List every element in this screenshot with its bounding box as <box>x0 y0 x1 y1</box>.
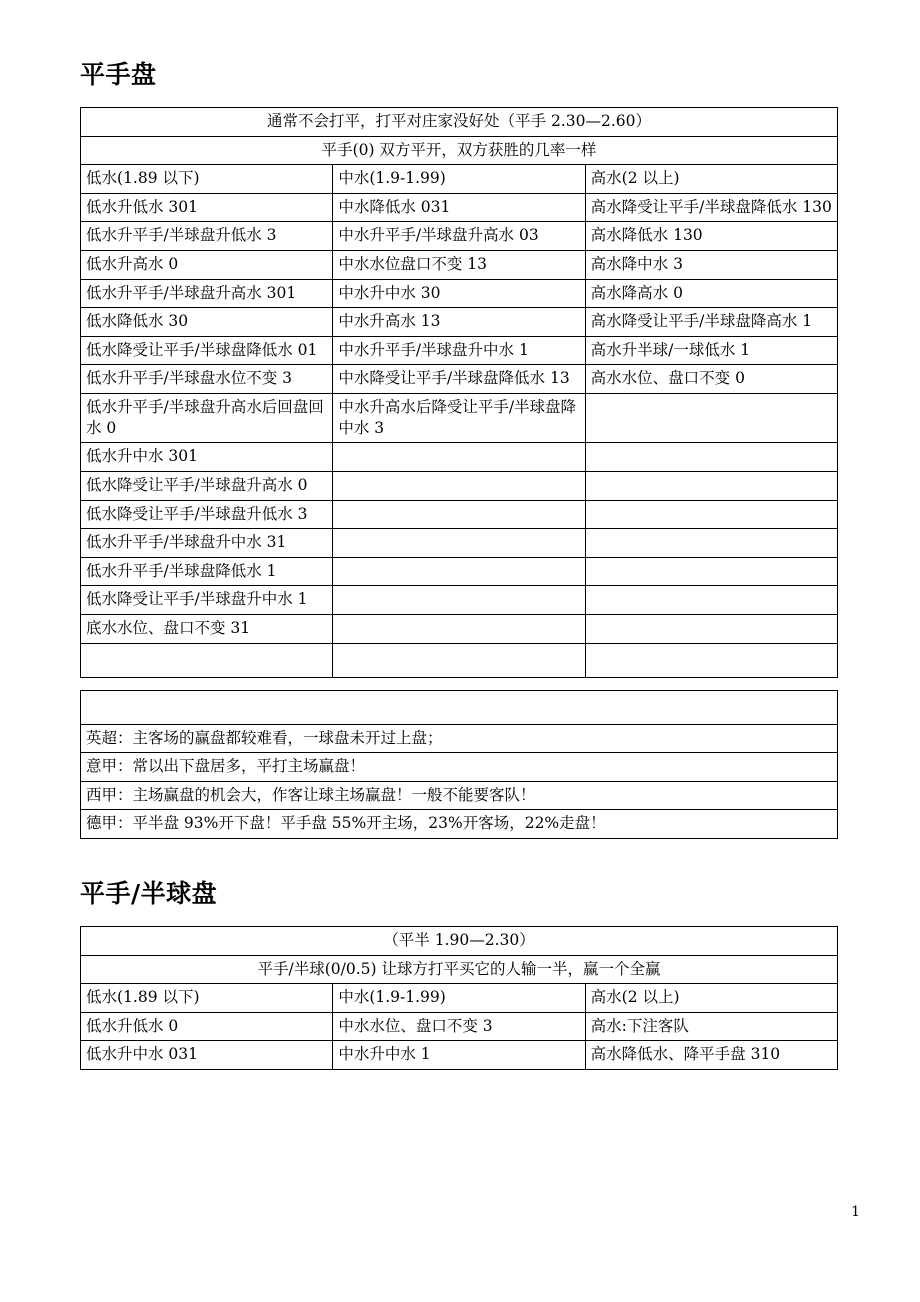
cell-low: 低水升平手/半球盘升高水后回盘回水 0 <box>81 394 333 443</box>
table-row <box>81 586 838 615</box>
note-cell <box>81 690 838 724</box>
table-row <box>81 557 838 586</box>
banner-cell: 平手/半球(0/0.5) 让球方打平买它的人输一半，赢一个全赢 <box>81 955 838 984</box>
table-row <box>81 365 838 394</box>
cell-mid <box>333 443 585 472</box>
table-row <box>81 614 838 643</box>
cell-high <box>585 643 837 677</box>
table-row <box>81 500 838 529</box>
cell-mid: 中水升高水 13 <box>333 308 585 337</box>
table-row <box>81 529 838 558</box>
cell-mid <box>333 643 585 677</box>
cell-high <box>585 586 837 615</box>
cell-high: 高水降低水、降平手盘 310 <box>585 1041 837 1070</box>
league-notes-table <box>80 690 838 839</box>
column-header-low: 低水(1.89 以下) <box>81 984 333 1013</box>
cell-mid: 中水降受让平手/半球盘降低水 13 <box>333 365 585 394</box>
cell-low: 低水升中水 031 <box>81 1041 333 1070</box>
cell-mid <box>333 529 585 558</box>
cell-high <box>585 443 837 472</box>
cell-low: 低水降受让平手/半球盘升高水 0 <box>81 471 333 500</box>
table-row <box>81 279 838 308</box>
cell-low: 低水升平手/半球盘升中水 31 <box>81 529 333 558</box>
cell-mid: 中水升中水 1 <box>333 1041 585 1070</box>
cell-high <box>585 614 837 643</box>
note-cell: 意甲：常以出下盘居多，平打主场赢盘！ <box>81 753 838 782</box>
cell-low: 低水升低水 301 <box>81 193 333 222</box>
page-number: 1 <box>851 1204 860 1220</box>
table-row <box>81 308 838 337</box>
cell-mid <box>333 500 585 529</box>
note-row-epl <box>81 724 838 753</box>
cell-high <box>585 529 837 558</box>
cell-mid: 中水降低水 031 <box>333 193 585 222</box>
cell-high: 高水降中水 3 <box>585 251 837 280</box>
table-row <box>81 394 838 443</box>
cell-mid: 中水水位、盘口不变 3 <box>333 1012 585 1041</box>
note-row-empty <box>81 690 838 724</box>
cell-high <box>585 394 837 443</box>
cell-mid: 中水升平手/半球盘升高水 03 <box>333 222 585 251</box>
cell-mid: 中水升中水 30 <box>333 279 585 308</box>
cell-mid <box>333 586 585 615</box>
table-row <box>81 443 838 472</box>
cell-mid <box>333 471 585 500</box>
table-row <box>81 336 838 365</box>
cell-high <box>585 500 837 529</box>
cell-low: 低水降受让平手/半球盘升中水 1 <box>81 586 333 615</box>
table-header-row <box>81 165 838 194</box>
table-row <box>81 471 838 500</box>
table-banner-row <box>81 108 838 137</box>
table-banner-row <box>81 927 838 956</box>
table-row <box>81 1012 838 1041</box>
note-row-bundesliga <box>81 810 838 839</box>
table-banner-row <box>81 955 838 984</box>
cell-high: 高水降高水 0 <box>585 279 837 308</box>
note-row-laliga <box>81 781 838 810</box>
cell-high <box>585 471 837 500</box>
table-row <box>81 251 838 280</box>
table-header-row <box>81 984 838 1013</box>
page-title: 平手盘 <box>80 60 157 89</box>
column-header-mid: 中水(1.9-1.99) <box>333 165 585 194</box>
cell-mid <box>333 614 585 643</box>
cell-low: 低水升高水 0 <box>81 251 333 280</box>
cell-mid: 中水升平手/半球盘升中水 1 <box>333 336 585 365</box>
table-row <box>81 222 838 251</box>
column-header-low: 低水(1.89 以下) <box>81 165 333 194</box>
cell-high: 高水降低水 130 <box>585 222 837 251</box>
table-row <box>81 193 838 222</box>
handicap-table-draw <box>80 107 838 678</box>
banner-cell: 通常不会打平，打平对庄家没好处（平手 2.30—2.60） <box>81 108 838 137</box>
cell-low: 低水降受让平手/半球盘升低水 3 <box>81 500 333 529</box>
column-header-high: 高水(2 以上) <box>585 984 837 1013</box>
cell-low <box>81 643 333 677</box>
note-cell: 西甲：主场赢盘的机会大，作客让球主场赢盘！一般不能要客队！ <box>81 781 838 810</box>
handicap-table-draw-half <box>80 926 838 1070</box>
cell-low: 低水降受让平手/半球盘降低水 01 <box>81 336 333 365</box>
cell-low: 低水升平手/半球盘升高水 301 <box>81 279 333 308</box>
note-row-seriea <box>81 753 838 782</box>
cell-high: 高水:下注客队 <box>585 1012 837 1041</box>
cell-mid <box>333 557 585 586</box>
cell-low: 低水升中水 301 <box>81 443 333 472</box>
cell-low: 底水水位、盘口不变 31 <box>81 614 333 643</box>
cell-low: 低水升平手/半球盘升低水 3 <box>81 222 333 251</box>
cell-high: 高水降受让平手/半球盘降低水 130 <box>585 193 837 222</box>
table-separator-gap <box>80 678 840 690</box>
banner-cell: 平手(0) 双方平开，双方获胜的几率一样 <box>81 136 838 165</box>
cell-high: 高水升半球/一球低水 1 <box>585 336 837 365</box>
cell-high: 高水水位、盘口不变 0 <box>585 365 837 394</box>
cell-mid: 中水水位盘口不变 13 <box>333 251 585 280</box>
banner-cell: （平半 1.90—2.30） <box>81 927 838 956</box>
cell-mid: 中水升高水后降受让平手/半球盘降中水 3 <box>333 394 585 443</box>
column-header-high: 高水(2 以上) <box>585 165 837 194</box>
table-row-empty <box>81 643 838 677</box>
cell-low: 低水升平手/半球盘降低水 1 <box>81 557 333 586</box>
table-banner-row <box>81 136 838 165</box>
note-cell: 英超：主客场的赢盘都较难看，一球盘未开过上盘； <box>81 724 838 753</box>
note-cell: 德甲：平半盘 93%开下盘！平手盘 55%开主场，23%开客场，22%走盘！ <box>81 810 838 839</box>
column-header-mid: 中水(1.9-1.99) <box>333 984 585 1013</box>
table-row <box>81 1041 838 1070</box>
cell-low: 低水升低水 0 <box>81 1012 333 1041</box>
cell-low: 低水降低水 30 <box>81 308 333 337</box>
page-title-second: 平手/半球盘 <box>80 879 218 909</box>
cell-high <box>585 557 837 586</box>
cell-low: 低水升平手/半球盘水位不变 3 <box>81 365 333 394</box>
cell-high: 高水降受让平手/半球盘降高水 1 <box>585 308 837 337</box>
